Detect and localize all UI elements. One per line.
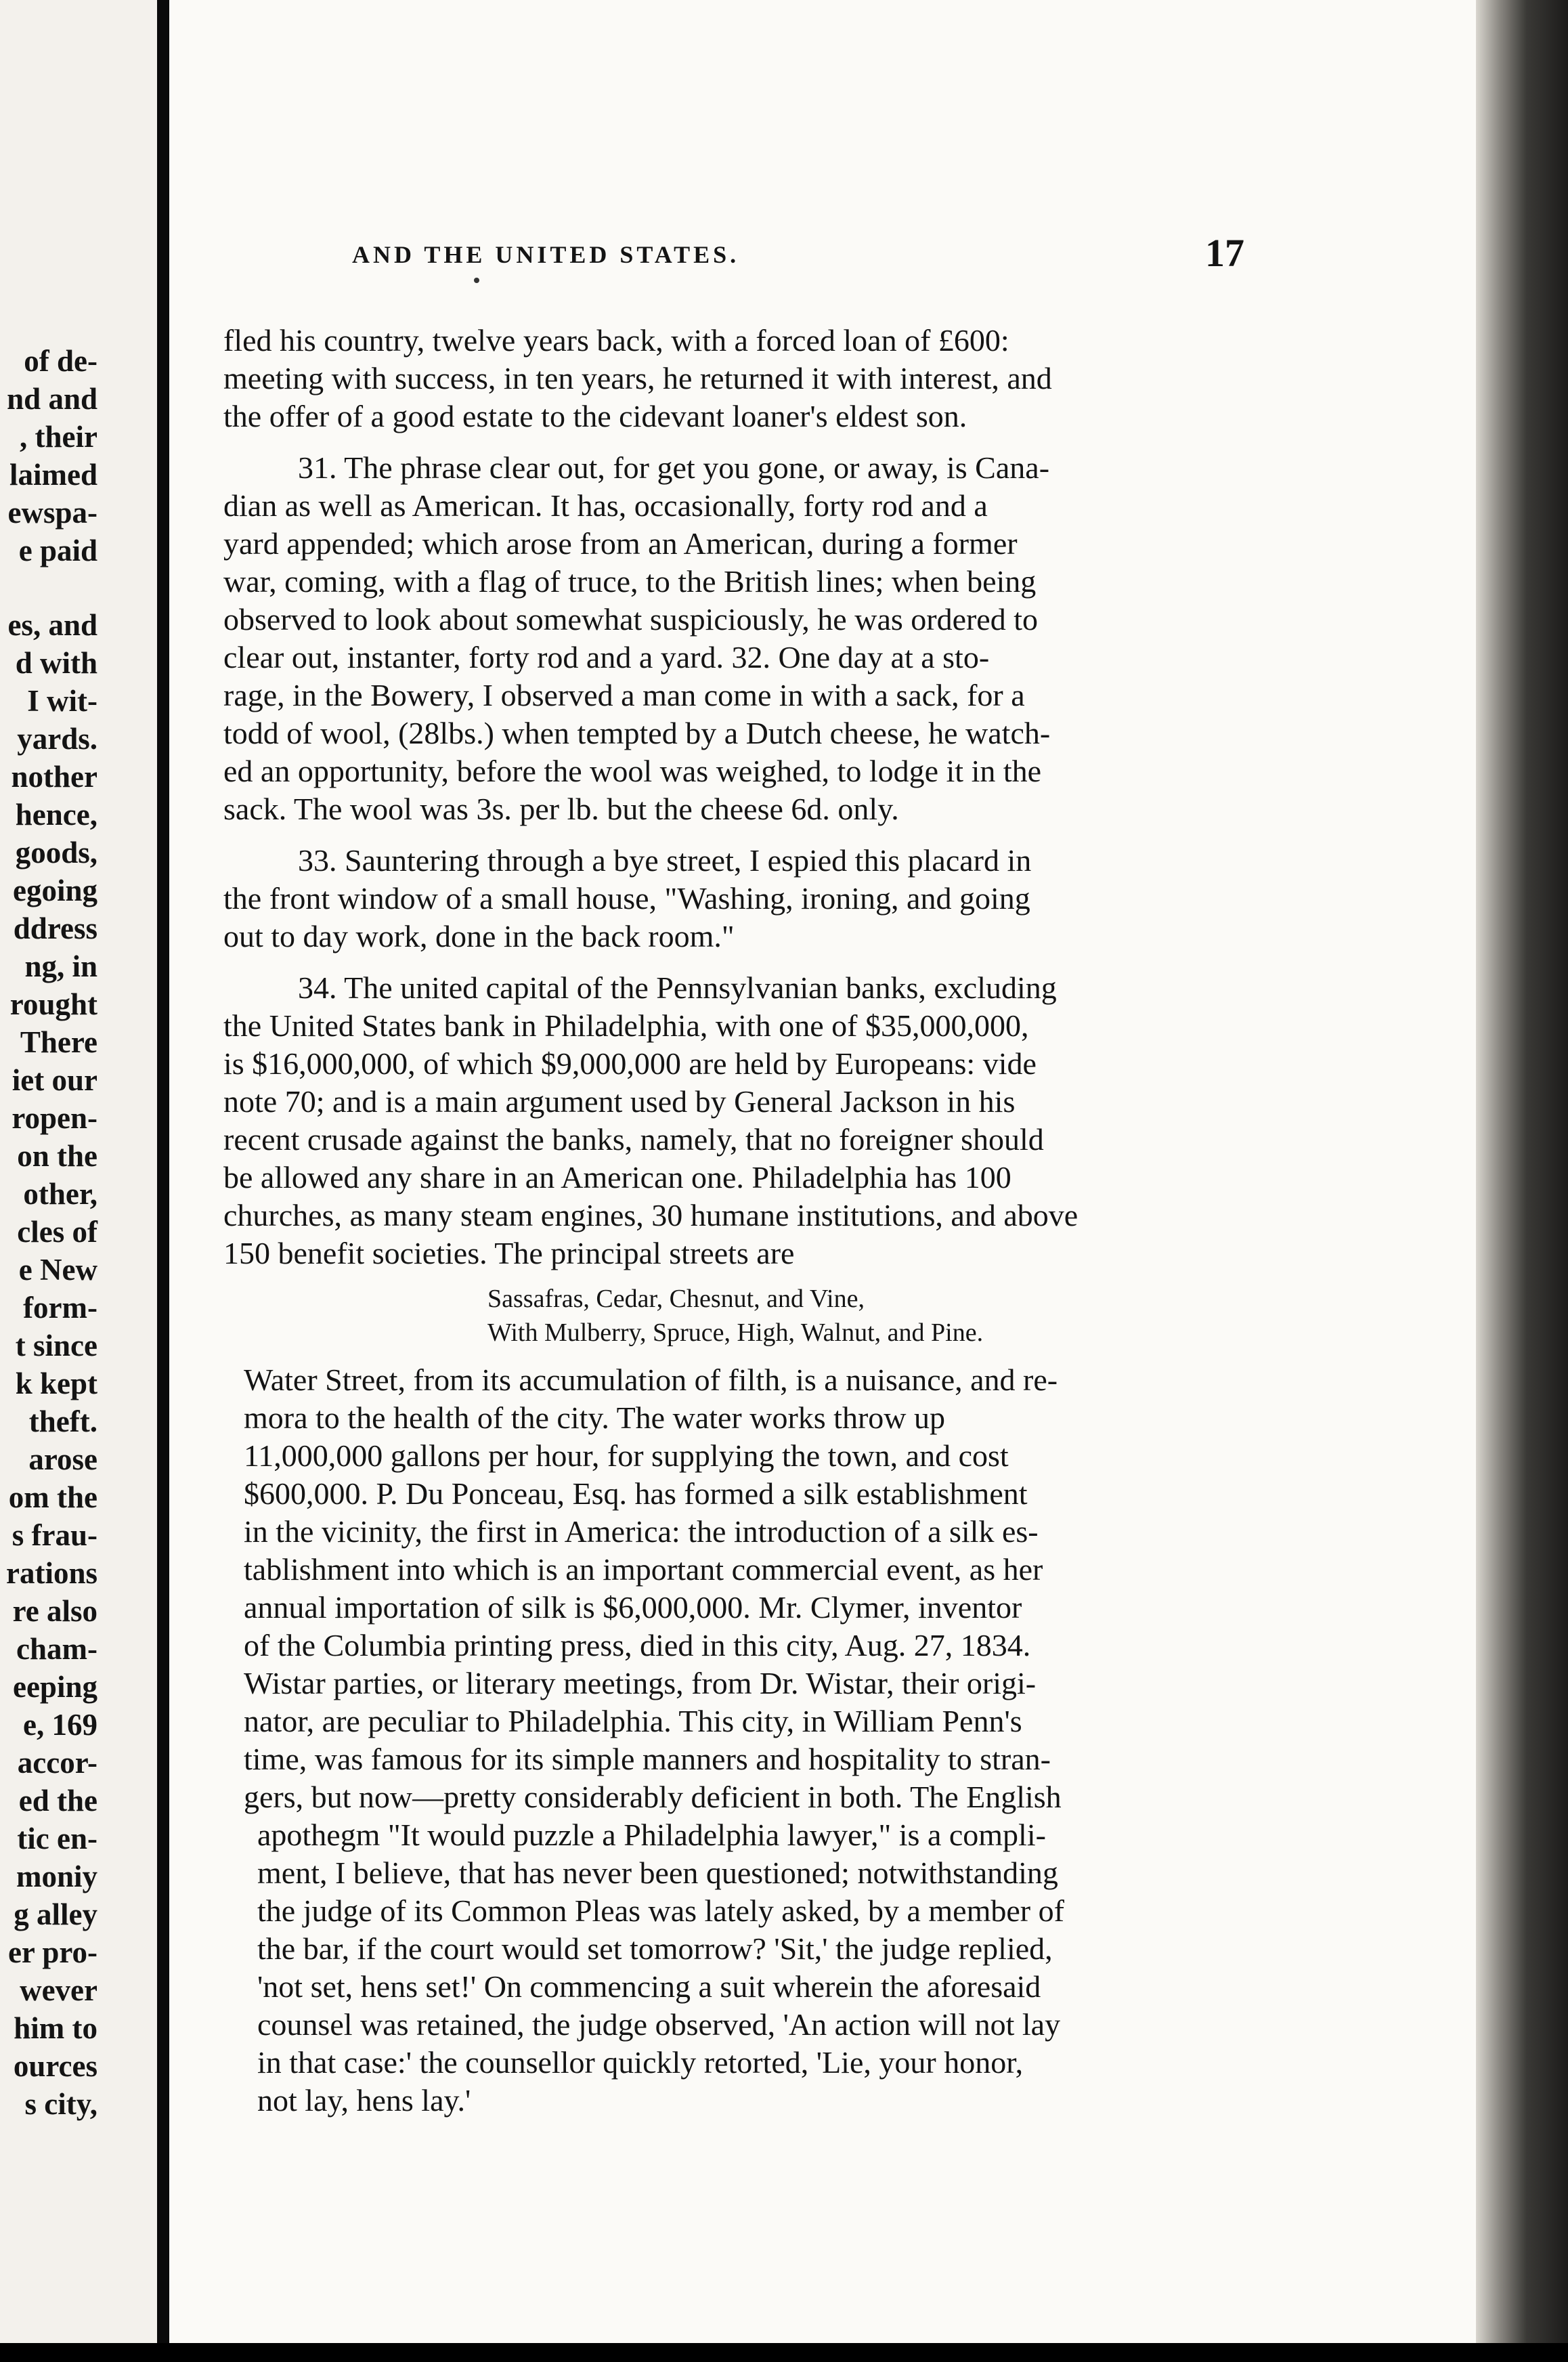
facing-line: , their xyxy=(20,420,97,454)
text-line: counsel was retained, the judge observed, 'An action will not lay xyxy=(257,2007,1061,2042)
text-line: meeting with success, in ten years, he returned it with interest, and xyxy=(223,361,1052,395)
running-title: AND THE UNITED STATES. xyxy=(352,241,740,268)
facing-line: wever xyxy=(20,1973,97,2007)
text-line: yard appended; which arose from an American, during a former xyxy=(223,526,1018,561)
page-number: 17 xyxy=(1205,231,1244,275)
text-line: war, coming, with a flag of truce, to the British lines; when being xyxy=(223,564,1037,599)
text-line: 'not set, hens set!' On commencing a suit wherein the aforesaid xyxy=(257,1969,1041,2004)
ink-speck xyxy=(474,278,479,283)
facing-line: iet our xyxy=(12,1063,97,1097)
facing-line: s city, xyxy=(24,2087,97,2121)
facing-line: ropen- xyxy=(12,1101,97,1135)
text-line: 34. The united capital of the Pennsylvanian banks, excluding xyxy=(298,970,1057,1005)
text-line: apothegm "It would puzzle a Philadelphia lawyer," is a compli- xyxy=(257,1818,1046,1852)
facing-line: ewspa- xyxy=(7,496,97,530)
facing-line: s frau- xyxy=(12,1518,97,1552)
facing-line: om the xyxy=(8,1480,97,1514)
text-line: of the Columbia printing press, died in this city, Aug. 27, 1834. xyxy=(244,1628,1031,1662)
facing-line: eeping xyxy=(12,1670,97,1704)
text-line: time, was famous for its simple manners and hospitality to stran- xyxy=(244,1742,1051,1776)
text-line: 33. Sauntering through a bye street, I espied this placard in xyxy=(298,843,1032,878)
facing-line: cham- xyxy=(16,1632,97,1666)
text-line: clear out, instanter, forty rod and a yard. 32. One day at a sto- xyxy=(223,640,990,674)
text-line: fled his country, twelve years back, with a forced loan of £600: xyxy=(223,323,1009,358)
verse-line: Sassafras, Cedar, Chesnut, and Vine, xyxy=(487,1285,865,1313)
facing-line: nd and xyxy=(7,382,97,416)
facing-line: hence, xyxy=(15,798,97,832)
facing-line: g alley xyxy=(14,1897,97,1931)
facing-line: rations xyxy=(6,1556,97,1590)
text-line: sack. The wool was 3s. per lb. but the cheese 6d. only. xyxy=(223,792,899,826)
facing-line: theft. xyxy=(28,1404,97,1438)
facing-line: k kept xyxy=(15,1367,97,1400)
facing-line: es, and xyxy=(7,608,97,642)
text-line: out to day work, done in the back room." xyxy=(223,919,735,953)
text-line: 150 benefit societies. The principal streets are xyxy=(223,1236,795,1270)
facing-line: e, 169 xyxy=(23,1708,97,1742)
facing-line: moniy xyxy=(16,1860,97,1893)
text-line: 31. The phrase clear out, for get you gone, or away, is Cana- xyxy=(298,450,1050,485)
facing-line: e paid xyxy=(18,534,97,567)
text-line: is $16,000,000, of which $9,000,000 are held by Europeans: vide xyxy=(223,1046,1037,1081)
text-line: recent crusade against the banks, namely, that no foreigner should xyxy=(223,1122,1044,1157)
facing-line: on the xyxy=(17,1139,97,1173)
text-line: rage, in the Bowery, I observed a man come in with a sack, for a xyxy=(223,678,1025,712)
text-line: todd of wool, (28lbs.) when tempted by a Dutch cheese, he watch- xyxy=(223,716,1051,750)
facing-line: form- xyxy=(23,1291,97,1325)
text-line: observed to look about somewhat suspiciously, he was ordered to xyxy=(223,602,1039,637)
text-line: $600,000. P. Du Ponceau, Esq. has formed a silk establishment xyxy=(244,1476,1028,1511)
text-line: nator, are peculiar to Philadelphia. This city, in William Penn's xyxy=(244,1704,1022,1738)
text-line: gers, but now—pretty considerably deficient in both. The English xyxy=(244,1780,1062,1814)
page-edge-shadow xyxy=(1476,0,1568,2362)
facing-page-fragment xyxy=(0,0,157,2343)
facing-line: e New xyxy=(18,1253,97,1287)
text-line: dian as well as American. It has, occasionally, forty rod and a xyxy=(223,488,988,523)
text-line: note 70; and is a main argument used by General Jackson in his xyxy=(223,1084,1016,1119)
text-line: in that case:' the counsellor quickly retorted, 'Lie, your honor, xyxy=(257,2045,1024,2080)
facing-line: rought xyxy=(9,987,97,1021)
facing-line: ddress xyxy=(13,911,97,945)
facing-line: of de- xyxy=(24,344,97,378)
verse-line: With Mulberry, Spruce, High, Walnut, and Pine. xyxy=(487,1318,984,1347)
book-gutter xyxy=(157,0,169,2362)
text-line: not lay, hens lay.' xyxy=(257,2083,471,2118)
text-line: the offer of a good estate to the cidevant loaner's eldest son. xyxy=(223,399,967,433)
text-line: Wistar parties, or literary meetings, from Dr. Wistar, their origi- xyxy=(244,1666,1037,1700)
facing-line: ources xyxy=(13,2049,97,2083)
text-line: tablishment into which is an important commercial event, as her xyxy=(244,1552,1043,1587)
text-line: the judge of its Common Pleas was lately asked, by a member of xyxy=(257,1893,1064,1928)
text-line: the United States bank in Philadelphia, with one of $35,000,000, xyxy=(223,1008,1029,1043)
facing-line: There xyxy=(20,1025,97,1059)
facing-line: d with xyxy=(15,646,97,680)
facing-line: other, xyxy=(23,1177,97,1211)
facing-line: ed the xyxy=(18,1784,97,1818)
facing-line: accor- xyxy=(17,1746,97,1780)
text-line: be allowed any share in an American one. Philadelphia has 100 xyxy=(223,1160,1011,1195)
facing-line: him to xyxy=(14,2011,97,2045)
text-line: the front window of a small house, "Washing, ironing, and going xyxy=(223,881,1030,916)
facing-line: tic en- xyxy=(17,1822,97,1855)
facing-line: egoing xyxy=(12,874,97,907)
text-line: ment, I believe, that has never been questioned; notwithstanding xyxy=(257,1855,1058,1890)
facing-line: goods, xyxy=(15,836,97,869)
text-line: mora to the health of the city. The water works throw up xyxy=(244,1400,945,1435)
text-line: 11,000,000 gallons per hour, for supplying the town, and cost xyxy=(244,1438,1009,1473)
text-line: annual importation of silk is $6,000,000. Mr. Clymer, inventor xyxy=(244,1590,1022,1625)
facing-line: nother xyxy=(11,760,97,794)
facing-line: yards. xyxy=(17,722,97,756)
text-line: the bar, if the court would set tomorrow? 'Sit,' the judge replied, xyxy=(257,1931,1053,1966)
text-line: churches, as many steam engines, 30 humane institutions, and above xyxy=(223,1198,1079,1232)
scan-bottom-border xyxy=(0,2343,1568,2362)
facing-line: ng, in xyxy=(24,949,97,983)
facing-line: cles of xyxy=(17,1215,97,1249)
facing-line: laimed xyxy=(9,458,97,492)
text-line: ed an opportunity, before the wool was weighed, to lodge it in the xyxy=(223,754,1042,788)
facing-line: t since xyxy=(15,1329,97,1362)
text-line: in the vicinity, the first in America: the introduction of a silk es- xyxy=(244,1514,1039,1549)
facing-line: re also xyxy=(12,1594,97,1628)
text-line: Water Street, from its accumulation of filth, is a nuisance, and re- xyxy=(244,1362,1058,1397)
facing-line: I wit- xyxy=(27,684,97,718)
facing-line: arose xyxy=(28,1442,97,1476)
facing-line: er pro- xyxy=(7,1935,97,1969)
